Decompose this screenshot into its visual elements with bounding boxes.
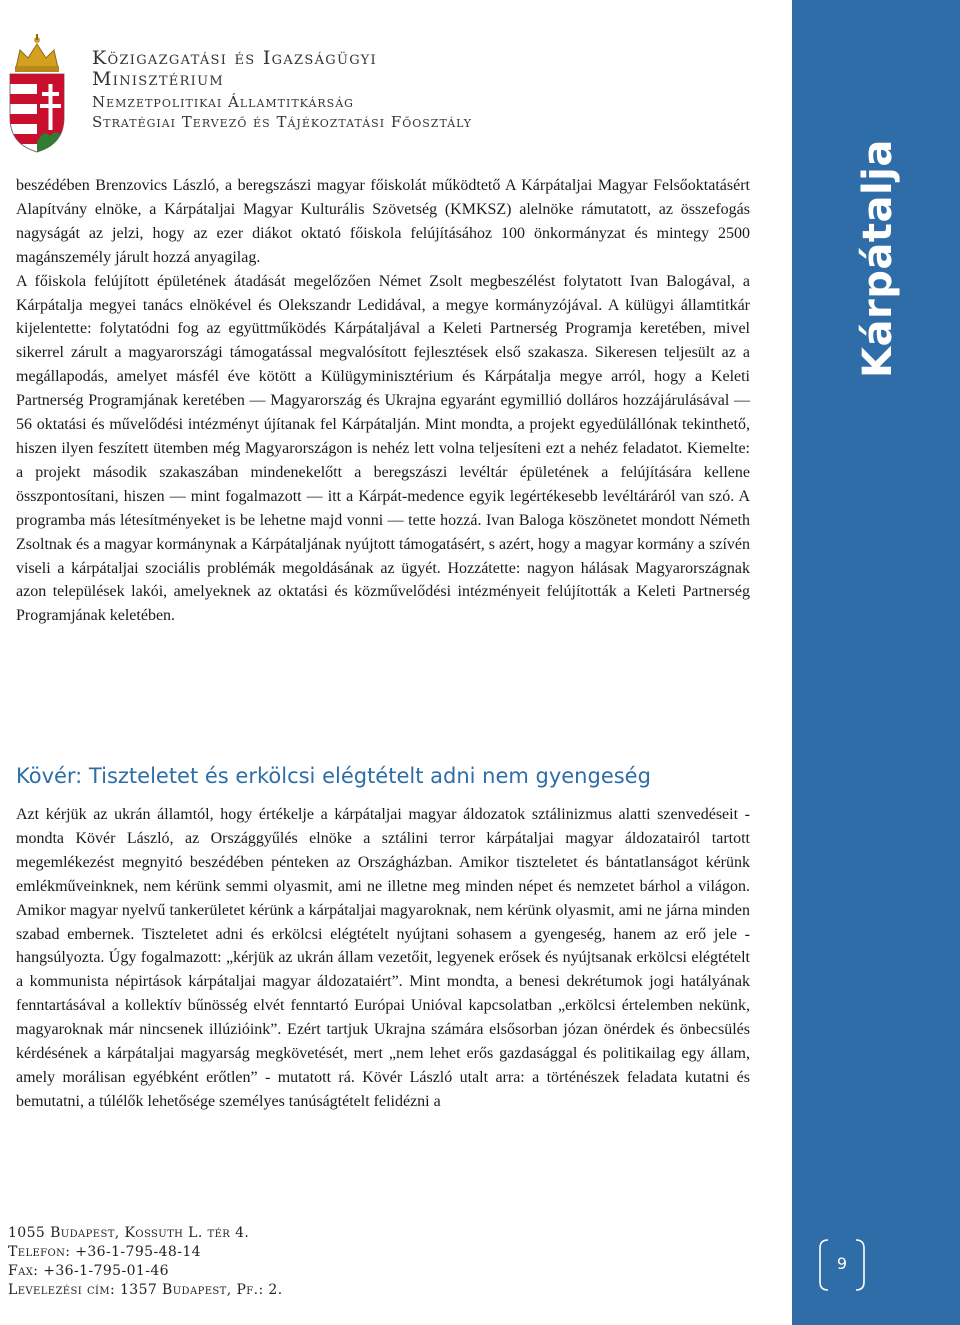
hungarian-coat-of-arms-icon [6, 32, 68, 154]
department-line2: Stratégiai Tervező és Tájékoztatási Főosztály [92, 113, 472, 131]
paragraph: Azt kérjük az ukrán államtól, hogy értékelje a kárpátaljai magyar áldozatok sztálinizmus alatti szenvedéseit - mondta Kövér László, az Országgyűlés elnöke a sztálini terror kárpátaljai magyar áldozatairól tartott megemlékezést megnyitó beszédében pénteken az Országházban. Amikor tiszteletet és bántatlanságot kérünk emlékműveinknek, nem kérünk semmi olyasmit, ami ne illetne meg minden népet és nemzetet bárhol a világon. Amikor magyar nyelvű tankerületet kérünk a kárpátaljai magyaroknak, nem kérünk olyasmit, ami ne járna minden szabad embernek. Tiszteletet adni és erkölcsi elégtételt nyújtani sohasem a gyengeség, hanem az erő jele - hangsúlyozta. Úgy fogalmazott: „kérjük az ukrán állam vezetőit, legyenek erősek és nyújtsanak erkölcsi elégtételt a kommunista népirtások kárpátaljai magyar áldozataiért”. Mint mondta, a benesi dekrétumok jogi hatályának fenntartásával a kollektív bűnösség elvét fenntartó Európai Unióval kapcsolatban „erkölcsi értelemben nekünk, magyaroknak már nincsenek illúzióink”. Ezért tartjuk Ukrajna számára elsősorban józan önérdek és önbecsülés kérdésének a kárpátaljai magyarság megkövetését, mert „nem lehet erős gazdasággal és politikailag egy állam, amely morálisan egyébként erőtlen” - mutatott rá. Kövér László utalt arra: a történészek feladata kutatni és bemutatni, a túlélők lehetősége személyes tanúságtételt felidézni a [16, 806, 750, 1110]
article-body-top [16, 174, 750, 628]
article-body-bottom [16, 803, 750, 1114]
paragraph: A főiskola felújított épületének átadását megelőzően Német Zsolt megbeszélést folytatott Ivan Balogával, a Kárpátalja megyei tanács elnökével és Olekszandr Ledidával, a megye kormányzójával. A külügyi államtitkár kijelentette: folytatódni fog az együttműködés Kárpátaljával a Keleti Partnerség Programja keretében, mivel sikerrel zárult a magyarországi támogatással megvalósított fejlesztések első szakasza. Sikeresen teljesült az a megállapodás, amelyet másfél éve kötött a Külügyminisztérium és Kárpátalja megye arról, hogy a Keleti Partnerség Programjának keretében — Magyarország és Ukrajna egyaránt egymillió dolláros hozzájárulásával — 56 oktatási és művelődési intézményt újítanak fel Kárpátalján. Mint mondta, a projekt egyedülállónak tekinthető, hiszen ilyen feszített ütemben még Magyarországon is nehéz lett volna teljesíteni ezt a nehéz feladatot. Kiemelte: a projekt második szakaszában mindenekelőtt a beregszászi levéltár épületének a felújítására kellene összpontosítani, hiszen — mint fogalmazott — itt a Kárpát-medence egyik legértékesebb levéltáráról van szó. A programba más létesítményeket is be lehetne majd vonni — tette hozzá. Ivan Baloga köszönetet mondott Németh Zsoltnak és a magyar kormánynak a Kárpátaljának nyújtott támogatásért, s azért, hogy a magyar kormány a szívén viseli a kárpátaljai szociális problémák megoldásának az ügyét. Hozzátette: nagyon hálásak Magyarországnak azon települések lakói, amelyeknek az oktatási és közművelődési intézményeit felújították a Keleti Partnerség Programjának keletében. [16, 272, 750, 625]
ministry-name [92, 48, 472, 132]
footer-address: 1055 Budapest, Kossuth L. tér 4. [8, 1225, 250, 1241]
ministry-line1: Közigazgatási és Igazságügyi [92, 47, 377, 69]
footer-contact [8, 1224, 283, 1300]
letterhead [6, 32, 786, 157]
footer-phone: Telefon: +36-1-795-48-14 [8, 1244, 201, 1260]
paragraph: beszédében Brenzovics László, a beregszászi magyar főiskolát működtető A Kárpátaljai Magyar Felsőoktatásért Alapítvány elnöke, a Kárpátaljai Magyar Kulturális Szövetség (KMKSZ) alelnöke rámutatott, az összefogás nagyságát az jelzi, hogy az ezer diákot oktató főiskola felújításához 100 önkormányzat és mintegy 2500 magánszemély járult hozzá anyagilag. [16, 177, 750, 266]
footer-mail: Levelezési cím: 1357 Budapest, Pf.: 2. [8, 1282, 283, 1298]
department-line1: Nemzetpolitikai Államtitkárság [92, 93, 354, 111]
sidebar-label: Kárpátalja [855, 139, 901, 378]
section-heading: Kövér: Tiszteletet és erkölcsi elégtételt adni nem gyengeség [16, 764, 651, 788]
page-number: 9 [836, 1254, 848, 1273]
ministry-line2: Minisztérium [92, 68, 224, 90]
footer-fax: Fax: +36-1-795-01-46 [8, 1263, 169, 1279]
page-number-box [818, 1238, 866, 1292]
